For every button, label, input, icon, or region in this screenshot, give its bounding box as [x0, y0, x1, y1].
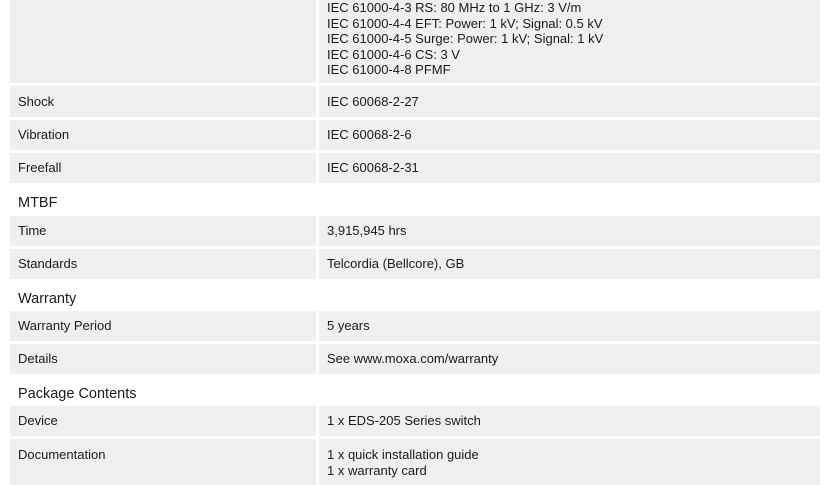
spec-value: 5 years [319, 311, 820, 341]
spec-label: Documentation [10, 439, 316, 485]
section-title-warranty: Warranty [18, 291, 77, 307]
spec-value-line: IEC 61000-4-6 CS: 3 V [327, 46, 460, 62]
section-title-package-contents: Package Contents [18, 386, 137, 402]
spec-label: Shock [10, 86, 316, 117]
spec-row-warranty-period [10, 311, 820, 341]
spec-label: Device [10, 406, 316, 436]
spec-value-line: 1 x quick installation guide [327, 447, 479, 462]
spec-row-details [10, 344, 820, 374]
spec-label: Warranty Period [10, 311, 316, 341]
spec-row-shock [10, 86, 820, 117]
spec-value-line: 1 x warranty card [327, 462, 427, 478]
spec-row-freefall [10, 153, 820, 183]
spec-row-emc [10, 0, 820, 83]
spec-value: See www.moxa.com/warranty [319, 344, 820, 374]
spec-label: Details [10, 344, 316, 374]
spec-row-documentation [10, 439, 820, 485]
spec-value-documentation [319, 439, 820, 485]
spec-row-device [10, 406, 820, 436]
spec-row-vibration [10, 120, 820, 150]
spec-value-emc [319, 0, 820, 83]
spec-value-line: IEC 61000-4-4 EFT: Power: 1 kV; Signal: 0.5 kV [327, 15, 603, 31]
spec-label: Time [10, 216, 316, 246]
spec-value-line: IEC 61000-4-8 PFMF [327, 62, 451, 77]
spec-label [10, 0, 316, 83]
spec-value: Telcordia (Bellcore), GB [319, 249, 820, 279]
spec-value: IEC 60068-2-6 [319, 120, 820, 150]
spec-value-line: IEC 61000-4-3 RS: 80 MHz to 1 GHz: 3 V/m [327, 0, 582, 15]
spec-label: Vibration [10, 120, 316, 150]
spec-label: Freefall [10, 153, 316, 183]
spec-value-line: IEC 61000-4-5 Surge: Power: 1 kV; Signal: 1 kV [327, 31, 604, 46]
section-title-mtbf: MTBF [18, 195, 58, 211]
spec-label: Standards [10, 249, 316, 279]
spec-value: IEC 60068-2-27 [319, 86, 820, 117]
spec-value: 3,915,945 hrs [319, 216, 820, 246]
spec-row-time [10, 216, 820, 246]
spec-row-standards [10, 249, 820, 279]
spec-value: IEC 60068-2-31 [319, 153, 820, 183]
spec-value: 1 x EDS-205 Series switch [319, 406, 820, 436]
